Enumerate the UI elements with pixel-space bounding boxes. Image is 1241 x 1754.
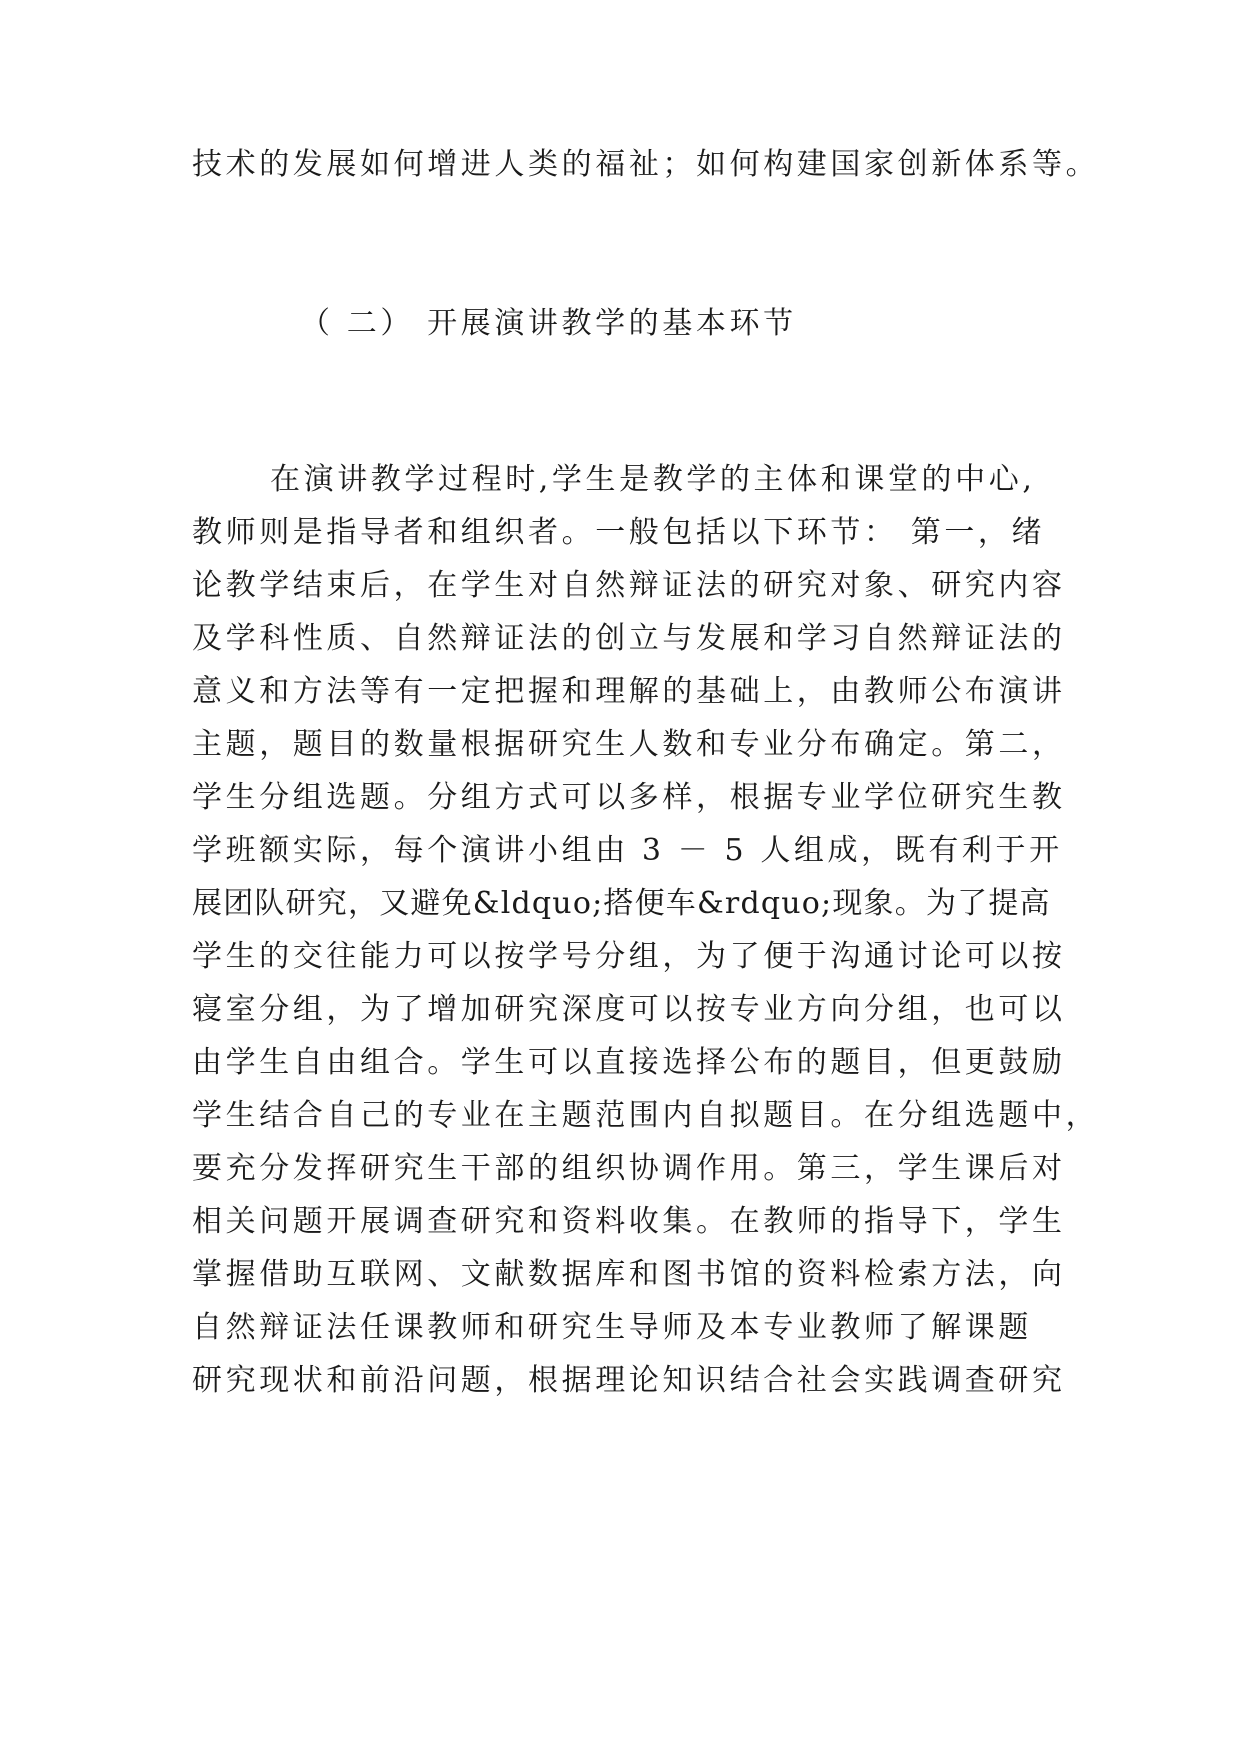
paragraph-line: 要充分发挥研究生干部的组织协调作用。第三，学生课后对 — [192, 1151, 1066, 1186]
paragraph-line: 主题，题目的数量根据研究生人数和专业分布确定。第二， — [192, 727, 1066, 762]
paragraph-line: 展团队研究，又避免&ldquo;搭便车&rdquo;现象。为了提高 — [192, 886, 1051, 921]
paragraph-line: 相关问题开展调查研究和资料收集。在教师的指导下，学生 — [192, 1204, 1066, 1239]
paragraph-line: 自然辩证法任课教师和研究生导师及本专业教师了解课题 — [192, 1310, 1032, 1345]
paragraph-line: 学班额实际，每个演讲小组由 3 － 5 人组成，既有利于开 — [192, 833, 1063, 868]
section-heading: （ 二） 开展演讲教学的基本环节 — [300, 306, 797, 341]
paragraph-line: 由学生自由组合。学生可以直接选择公布的题目，但更鼓励 — [192, 1045, 1066, 1080]
paragraph-line: 学生结合自己的专业在主题范围内自拟题目。在分组选题中， — [192, 1098, 1100, 1133]
intro-line: 技术的发展如何增进人类的福祉；如何构建国家创新体系等。 — [192, 147, 1100, 182]
paragraph-line: 及学科性质、自然辩证法的创立与发展和学习自然辩证法的 — [192, 621, 1066, 656]
paragraph-line: 寝室分组，为了增加研究深度可以按专业方向分组，也可以 — [192, 992, 1066, 1027]
paragraph-line: 学生分组选题。分组方式可以多样，根据专业学位研究生教 — [192, 780, 1066, 815]
paragraph-line: 研究现状和前沿问题，根据理论知识结合社会实践调查研究 — [192, 1363, 1066, 1398]
paragraph-line: 学生的交往能力可以按学号分组，为了便于沟通讨论可以按 — [192, 939, 1066, 974]
paragraph-line: 意义和方法等有一定把握和理解的基础上，由教师公布演讲 — [192, 674, 1066, 709]
paragraph-line: 在演讲教学过程时,学生是教学的主体和课堂的中心, — [270, 462, 1036, 497]
paragraph-line: 论教学结束后，在学生对自然辩证法的研究对象、研究内容 — [192, 568, 1066, 603]
paragraph-line: 掌握借助互联网、文献数据库和图书馆的资料检索方法，向 — [192, 1257, 1066, 1292]
paragraph-line: 教师则是指导者和组织者。一般包括以下环节： 第一，绪 — [192, 515, 1046, 550]
